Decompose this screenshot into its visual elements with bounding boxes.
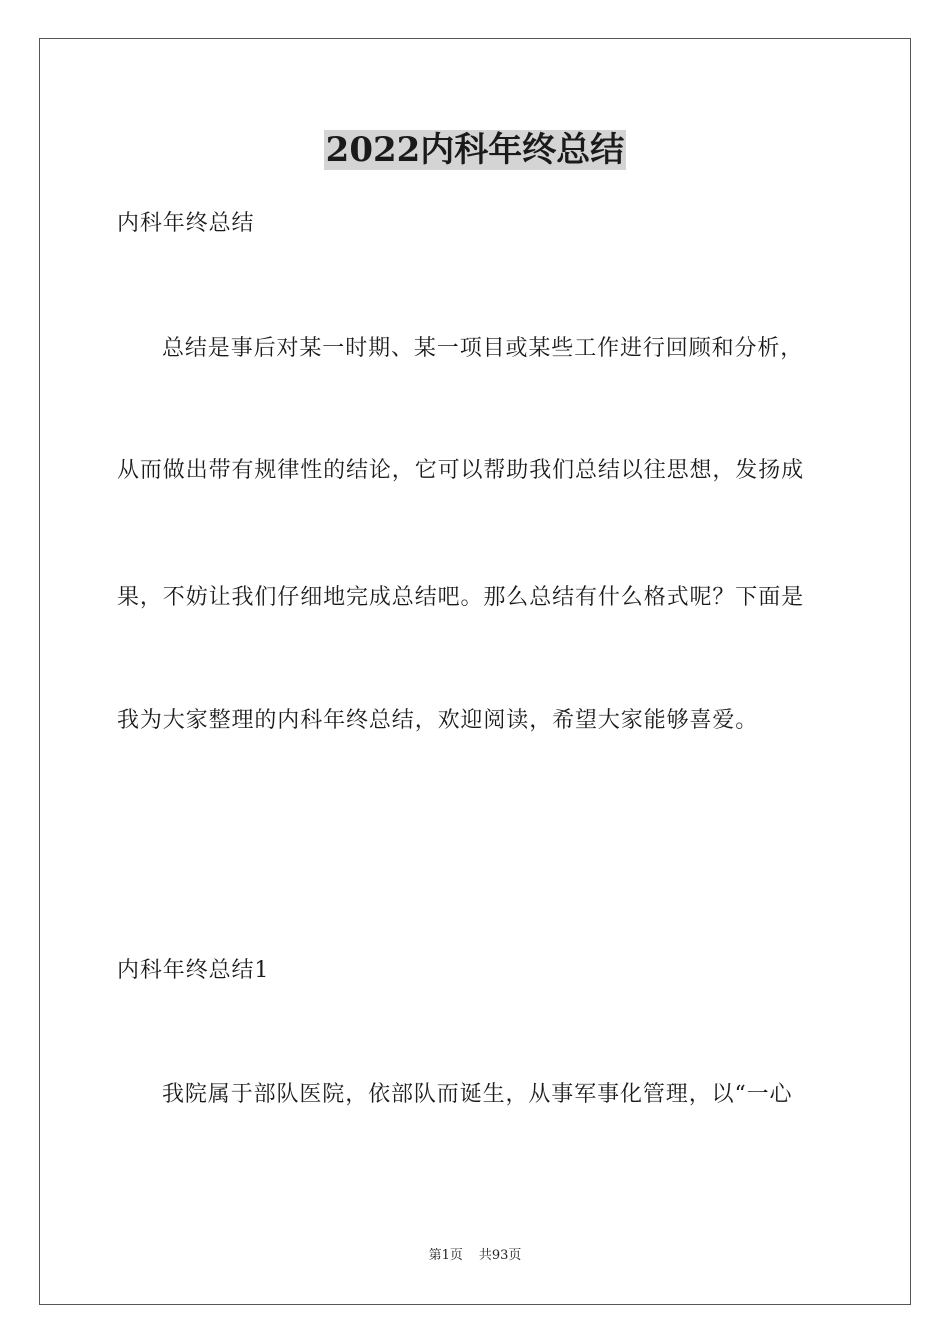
paragraph-line: 我院属于部队医院，依部队而诞生，从事军事化管理，以“一心 — [162, 1082, 793, 1107]
paragraph-line: 总结是事后对某一时期、某一项目或某些工作进行回顾和分析， — [162, 336, 804, 361]
section-heading: 内科年终总结1 — [117, 958, 270, 983]
paragraph-line: 从而做出带有规律性的结论，它可以帮助我们总结以往思想，发扬成 — [117, 458, 805, 483]
document-title — [0, 128, 950, 172]
paragraph-line: 果，不妨让我们仔细地完成总结吧。那么总结有什么格式呢？下面是 — [117, 585, 805, 610]
page-number: 第1页 — [428, 1248, 463, 1263]
page-total: 共93页 — [478, 1248, 522, 1263]
paragraph-line: 我为大家整理的内科年终总结，欢迎阅读，希望大家能够喜爱。 — [117, 708, 759, 733]
page-footer — [0, 1247, 950, 1265]
subtitle: 内科年终总结 — [117, 211, 255, 236]
document-title-text: 2022内科年终总结 — [325, 130, 625, 170]
